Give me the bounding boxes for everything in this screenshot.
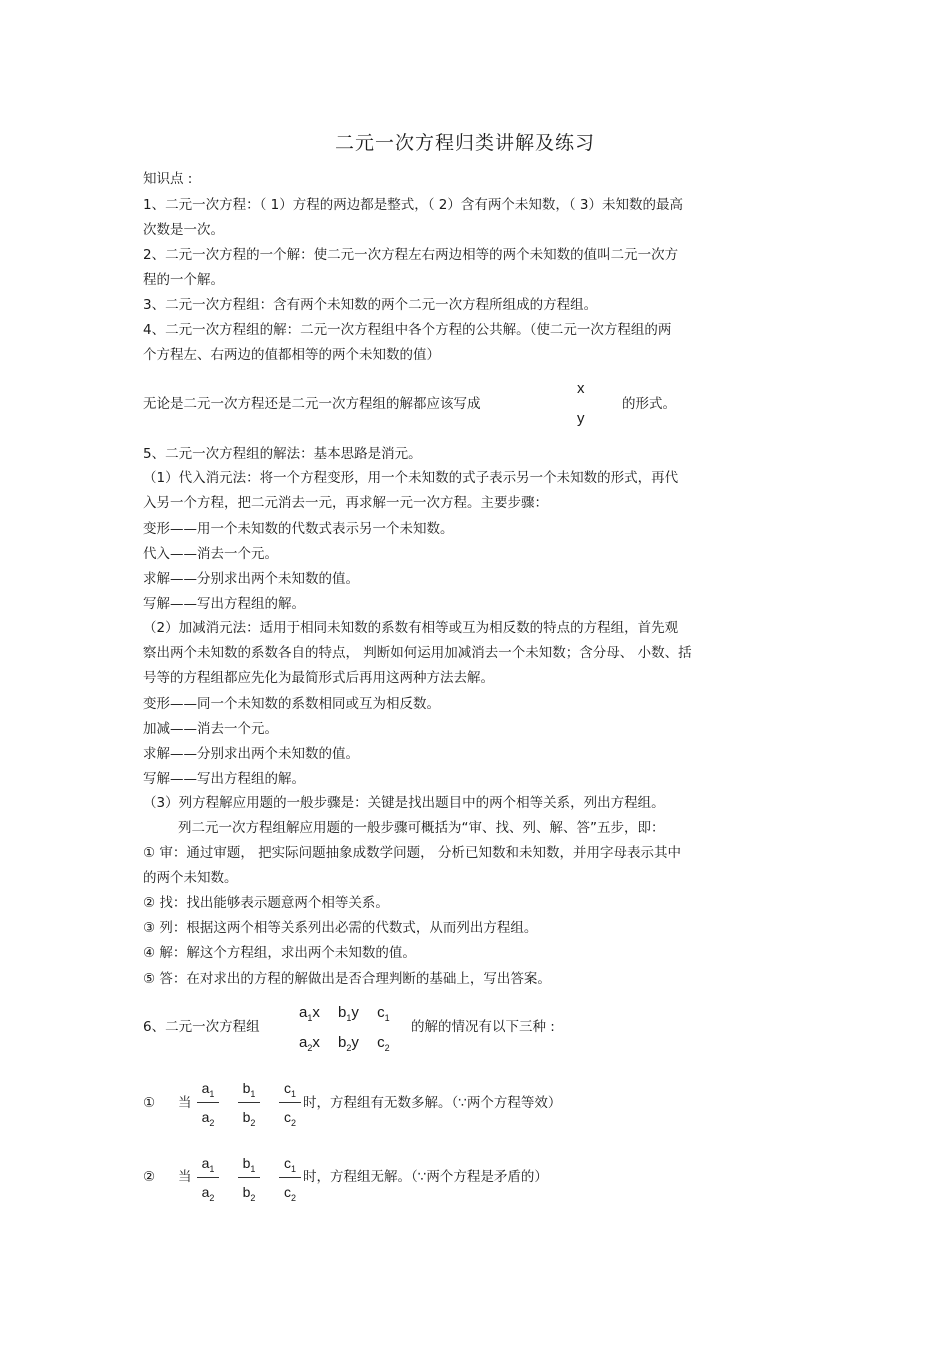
var-y: y xyxy=(351,1004,359,1021)
paragraph-line: ① 审：通过审题， 把实际问题抽象成数学问题， 分析已知数和未知数，并用字母表示其中 xyxy=(143,845,681,861)
numerator: $b_1$ xyxy=(238,1155,260,1178)
paragraph-line: 察出两个未知数的系数各自的特点， 判断如何运用加减消去一个未知数；含分母、 小数、括 xyxy=(143,645,692,661)
subscript: 2 xyxy=(307,1043,313,1053)
coef-b: b xyxy=(338,1004,347,1021)
section-label: 知识点 : xyxy=(143,171,193,187)
paragraph-line: 3、二元一次方程组：含有两个未知数的两个二元一次方程所组成的方程组。 xyxy=(143,297,598,313)
paragraph-line: 变形——用一个未知数的代数式表示另一个未知数。 xyxy=(143,521,454,537)
fraction-a xyxy=(197,1080,219,1128)
fraction-c xyxy=(279,1080,301,1128)
coef-c: c xyxy=(377,1004,385,1021)
paragraph-line: 加减——消去一个元。 xyxy=(143,721,278,737)
paragraph-line: 入另一个方程，把二元消去一元，再求解一元一次方程。主要步骤： xyxy=(143,495,548,511)
case-text: 时，方程组无解。（∵两个方程是矛盾的） xyxy=(303,1169,548,1185)
case-number: ① xyxy=(143,1095,156,1111)
fraction-b xyxy=(238,1155,260,1203)
denominator: $c_2$ xyxy=(283,1108,296,1128)
paragraph-line: （1）代入消元法：将一个方程变形，用一个未知数的式子表示另一个未知数的形式，再代 xyxy=(143,470,679,486)
paragraph-line: 6、二元一次方程组 xyxy=(143,1019,260,1035)
case-number: ② xyxy=(143,1169,156,1185)
paragraph-line: 变形——同一个未知数的系数相同或互为相反数。 xyxy=(143,696,440,712)
paragraph-line: 写解——写出方程组的解。 xyxy=(143,771,305,787)
paragraph-line: 求解——分别求出两个未知数的值。 xyxy=(143,746,359,762)
paragraph-line: 次数是一次。 xyxy=(143,222,224,238)
coef-a: a xyxy=(299,1004,308,1021)
equation-row-1 xyxy=(299,1004,390,1023)
paragraph-line: 个方程左、右两边的值都相等的两个未知数的值） xyxy=(143,347,440,363)
paragraph-line: 程的一个解。 xyxy=(143,272,224,288)
var-y: y xyxy=(351,1034,359,1051)
denominator: $b_2$ xyxy=(242,1108,256,1128)
numerator: $c_1$ xyxy=(279,1155,301,1178)
coef-b: b xyxy=(338,1034,347,1051)
paragraph-line: 列二元一次方程组解应用题的一般步骤可概括为“审、找、列、解、答”五步，即： xyxy=(178,820,665,836)
paragraph-line: 求解——分别求出两个未知数的值。 xyxy=(143,571,359,587)
paragraph-line: 1、二元一次方程：（ 1）方程的两边都是整式，（ 2）含有两个未知数，（ 3）未知数的最高 xyxy=(143,197,683,213)
numerator: $c_1$ xyxy=(279,1080,301,1103)
paragraph-line: 5、二元一次方程组的解法：基本思路是消元。 xyxy=(143,446,422,462)
subscript: 1 xyxy=(384,1013,390,1023)
paragraph-line: 无论是二元一次方程还是二元一次方程组的解都应该写成 xyxy=(143,396,481,412)
paragraph-line: 的形式。 xyxy=(622,396,676,412)
coef-a: a xyxy=(299,1034,308,1051)
paragraph-line: ③ 列：根据这两个相等关系列出必需的代数式，从而列出方程组。 xyxy=(143,920,538,936)
case-text: 时，方程组有无数多解。（∵两个方程等效） xyxy=(303,1095,562,1111)
page-title: 二元一次方程归类讲解及练习 xyxy=(334,132,595,154)
denominator: $b_2$ xyxy=(242,1183,256,1203)
paragraph-line: 号等的方程组都应先化为最简形式后再用这两种方法去解。 xyxy=(143,670,494,686)
paragraph-line: ② 找：找出能够表示题意两个相等关系。 xyxy=(143,895,389,911)
numerator: $a_1$ xyxy=(197,1080,219,1103)
solution-x: x xyxy=(577,380,585,397)
paragraph-line: 的两个未知数。 xyxy=(143,870,238,886)
paragraph-line: 2、二元一次方程的一个解：使二元一次方程左右两边相等的两个未知数的值叫二元一次方 xyxy=(143,247,679,263)
denominator: $a_2$ xyxy=(201,1183,215,1203)
subscript: 2 xyxy=(384,1043,390,1053)
fraction-b xyxy=(238,1080,260,1128)
case-when: 当 xyxy=(178,1095,192,1111)
paragraph-line: ⑤ 答：在对求出的方程的解做出是否合理判断的基础上，写出答案。 xyxy=(143,971,551,987)
denominator: $c_2$ xyxy=(283,1183,296,1203)
paragraph-line: （3）列方程解应用题的一般步骤是：关键是找出题目中的两个相等关系，列出方程组。 xyxy=(143,795,665,811)
subscript: 1 xyxy=(346,1013,352,1023)
equation-row-2 xyxy=(299,1034,390,1053)
paragraph-line: 代入——消去一个元。 xyxy=(143,546,278,562)
denominator: $a_2$ xyxy=(201,1108,215,1128)
paragraph-line: 写解——写出方程组的解。 xyxy=(143,596,305,612)
case-when: 当 xyxy=(178,1169,192,1185)
solution-y: y xyxy=(577,410,585,427)
fraction-a xyxy=(197,1155,219,1203)
numerator: $a_1$ xyxy=(197,1155,219,1178)
paragraph-line: 的解的情况有以下三种 : xyxy=(411,1019,555,1035)
subscript: 1 xyxy=(307,1013,313,1023)
subscript: 2 xyxy=(346,1043,352,1053)
paragraph-line: 4、二元一次方程组的解：二元一次方程组中各个方程的公共解。（使二元一次方程组的两 xyxy=(143,322,672,338)
var-x: x xyxy=(312,1034,320,1051)
numerator: $b_1$ xyxy=(238,1080,260,1103)
paragraph-line: （2）加减消元法：适用于相同未知数的系数有相等或互为相反数的特点的方程组，首先观 xyxy=(143,620,679,636)
fraction-c xyxy=(279,1155,301,1203)
paragraph-line: ④ 解：解这个方程组，求出两个未知数的值。 xyxy=(143,945,416,961)
var-x: x xyxy=(312,1004,320,1021)
coef-c: c xyxy=(377,1034,385,1051)
